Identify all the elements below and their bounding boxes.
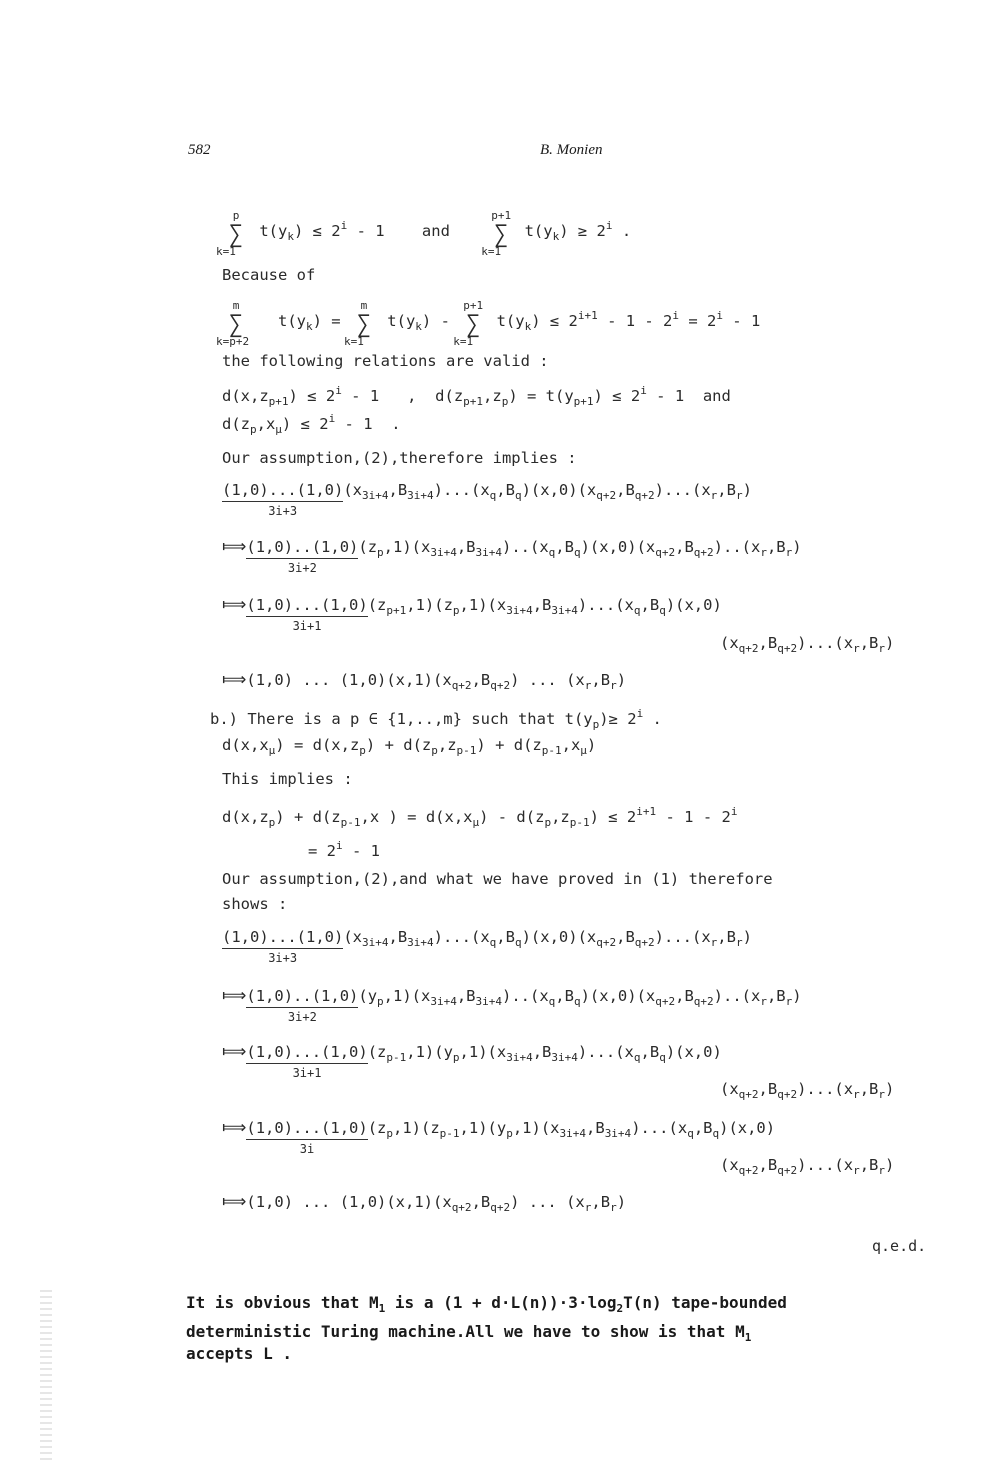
closing-line-1-b: is a (1 + d·L(n))·3·log [385,1293,617,1312]
config-line-b1: (1,0)...(1,0) 3i+3 $(x_{3i+4},B_{3i+4})...(x_q,B_q)(x,0)(x_{q+2},B_{q+2})...(x_r,B_r)$ [222,928,752,965]
config-line-b3-cont: $(x_{q+2},B_{q+2})...(x_r,B_r)$ [720,1080,895,1101]
shows-text: shows : [222,895,288,913]
assumption-implies-text: Our assumption,(2),therefore implies : [222,449,577,467]
equation-sums-2: ∑ m k=p+2 $t(y_k)$ = ∑ m k=1 $t(y_k)$ - ∑ p+1 k=1 $t(y_k) \le 2^{i+1} - 1 - 2^i = 2^i - 1$ [216,299,761,348]
config-line-a3: ⟾(1,0)...(1,0) 3i+1 $(z_{p+1},1)(z_p,1)(x_{3i+4},B_{3i+4})...(x_q,B_q)(x,0)$ [222,595,722,633]
equation-distances-2: $d(z_p,x_\mu) \le 2^i - 1$ . [222,412,401,436]
config-line-a2: ⟾(1,0)..(1,0) 3i+2 $(z_p,1)(x_{3i+4},B_{3i+4})..(x_q,B_q)(x,0)(x_{q+2},B_{q+2})..(x_r,B_r)$ [222,537,802,575]
assumption-shows-text: Our assumption,(2),and what we have proved in (1) therefore [222,870,773,888]
case-b-statement: b.) There is a p ∈ {1,..,m} such that $t(y_p)\ge 2^i$ . [210,707,662,731]
closing-line-1-a: It is obvious that M [186,1293,379,1312]
config-line-b4-cont: $(x_{q+2},B_{q+2})...(x_r,B_r)$ [720,1156,895,1177]
equation-distances-1: $d(x,z_{p+1}) \le 2^i - 1$ , $d(z_{p+1},z_p) = t(y_{p+1}) \le 2^i - 1$ and [222,384,731,408]
qed-mark: q.e.d. [872,1237,927,1255]
case-b-text: b.) There is a p ∈ {1,..,m} such that t(y [210,710,593,728]
equation-inequality: $d(x,z_p) + d(z_{p-1},x$ ) = $d(x,x_\mu) - d(z_p,z_{p-1}) \le 2^{i+1} - 1 - 2^i$ [222,805,738,829]
page-number: 582 [188,142,211,158]
because-of-text: Because of [222,266,316,284]
running-author: B. Monien [540,142,603,158]
config-line-b3: ⟾(1,0)...(1,0) 3i+1 $(z_{p-1},1)(y_p,1)(x_{3i+4},B_{3i+4})...(x_q,B_q)(x,0)$ [222,1042,722,1080]
config-line-a1: (1,0)...(1,0) 3i+3 $(x_{3i+4},B_{3i+4})...(x_q,B_q)(x,0)(x_{q+2},B_{q+2})...(x_r,B_r)$ [222,481,752,518]
closing-line-2: deterministic Turing machine.All we have to show is that $M_1$ [186,1322,752,1344]
config-line-a4: ⟾(1,0) ... $(1,0)(x,1)(x_{q+2},B_{q+2})$ ... $(x_r,B_r)$ [222,670,627,692]
config-line-b5: ⟾(1,0) ... $(1,0)(x,1)(x_{q+2},B_{q+2})$ ... $(x_r,B_r)$ [222,1192,627,1214]
config-line-b2: ⟾(1,0)..(1,0) 3i+2 $(y_p,1)(x_{3i+4},B_{3i+4})..(x_q,B_q)(x,0)(x_{q+2},B_{q+2})..(x_r,B_r)$ [222,986,802,1024]
closing-line-1-c: T(n) tape-bounded [623,1293,787,1312]
relations-valid-text: the following relations are valid : [222,352,549,370]
equation-sums-1: ∑ p k=1 $t(y_k) \le 2^i - 1$ and ∑ p+1 k=1 $t(y_k) \ge 2^i$ . [216,209,632,258]
config-line-a3-cont: $(x_{q+2},B_{q+2})...(x_r,B_r)$ [720,634,895,655]
closing-line-3: accepts L . [186,1344,292,1363]
scan-margin-artifact [40,1290,52,1460]
and-word: and [421,222,450,240]
this-implies-text: This implies : [222,770,353,788]
closing-line-1: It is obvious that $M_1$ is a $(1 + d\cdot L(n))\cdot 3\cdot\log_2T(n)$ tape-bounded [186,1293,787,1315]
equation-distance-sum: $d(x,x_\mu) = d(x,z_p) + d(z_p,z_{p-1}) + d(z_{p-1},x_\mu)$ [222,736,597,757]
equation-inequality-result: = $2^i - 1$ [308,839,380,860]
config-line-b4: ⟾(1,0)...(1,0) 3i $(z_p,1)(z_{p-1},1)(y_p,1)(x_{3i+4},B_{3i+4})...(x_q,B_q)(x,0)$ [222,1118,776,1156]
closing-line-2-a: deterministic Turing machine.All we have to show is that M [186,1322,745,1341]
